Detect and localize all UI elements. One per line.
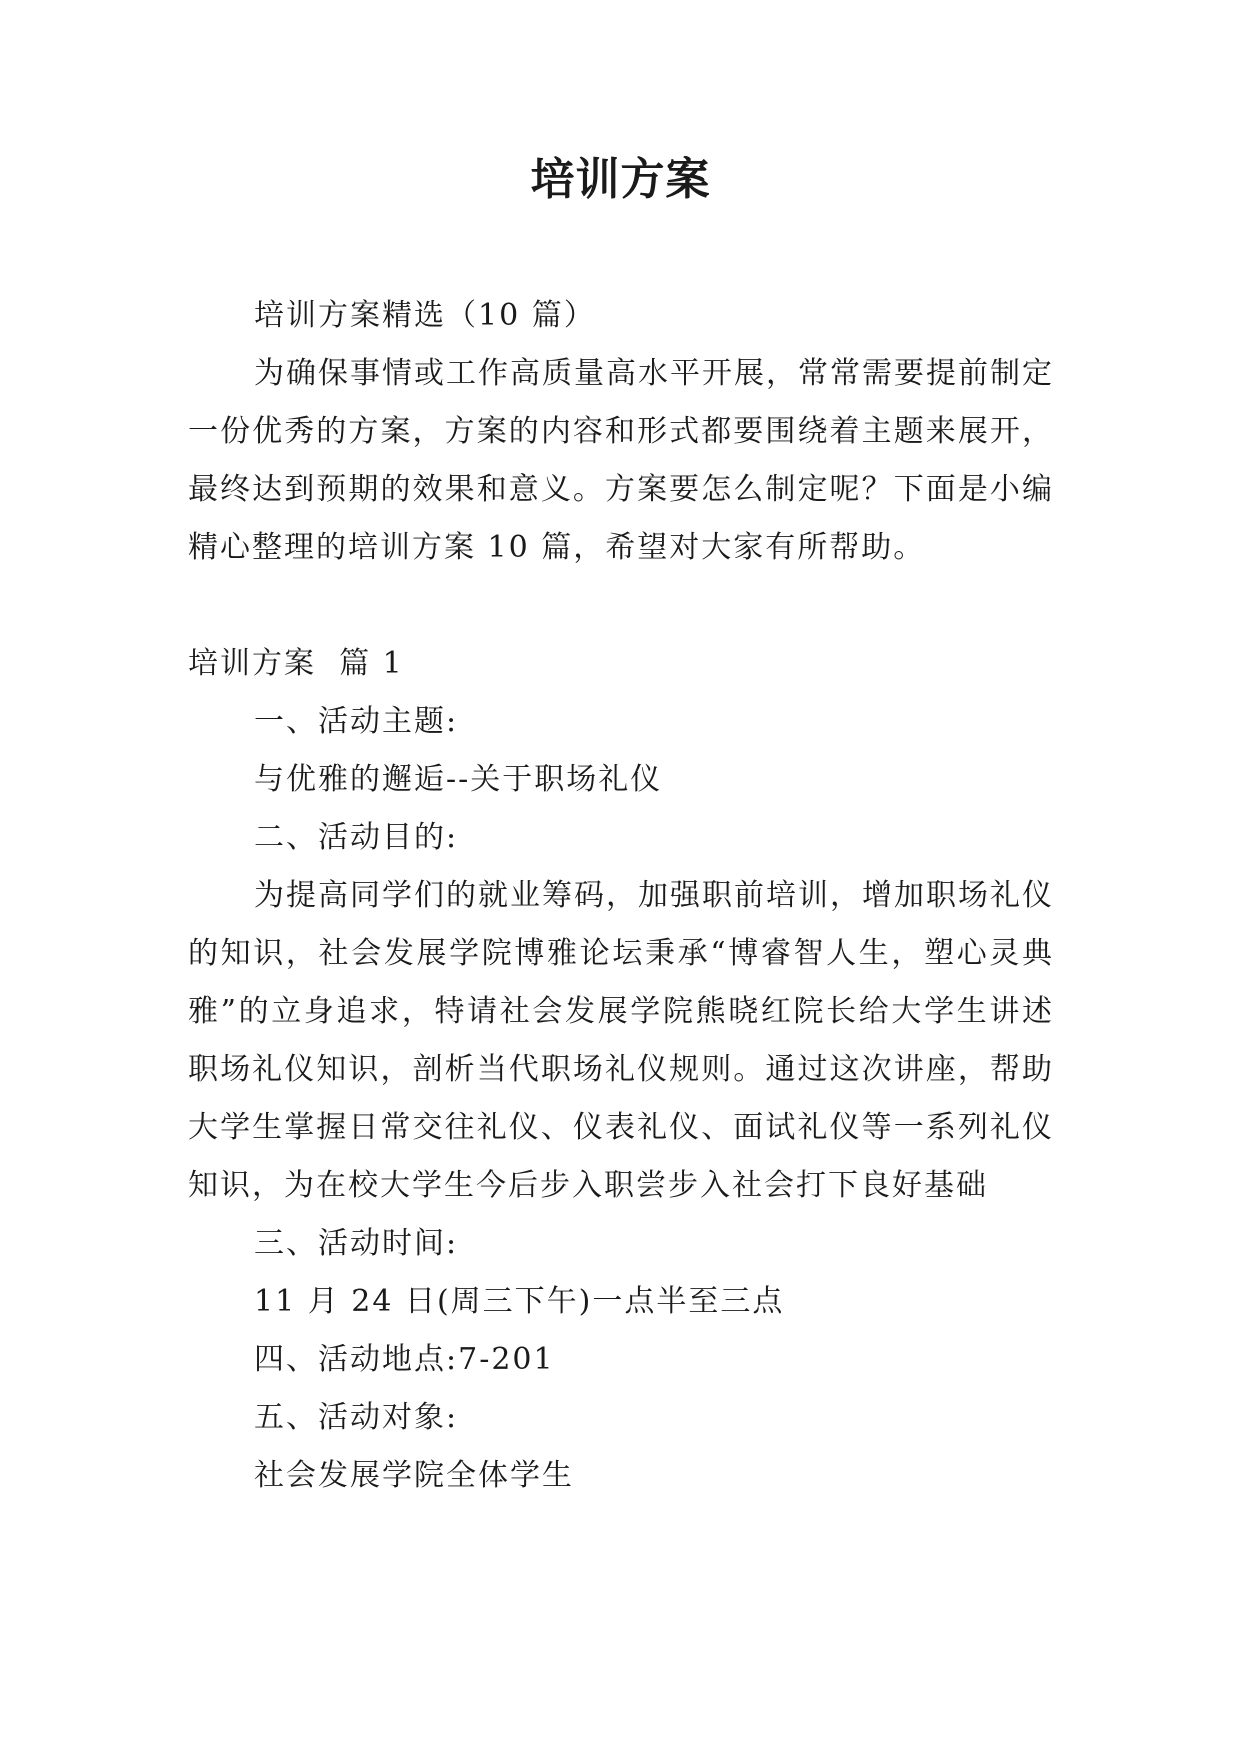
document-body: [188, 287, 1054, 1505]
activity-theme-heading: 一、活动主题:: [254, 704, 459, 739]
activity-purpose-text: 为提高同学们的就业筹码，加强职前培训，增加职场礼仪的知识，社会发展学院博雅论坛秉承“博睿智人生，塑心灵典雅”的立身追求，特请社会发展学院熊晓红院长给大学生讲述职场礼仪知识，剖析当代职场礼仪规则。通过这次讲座，帮助大学生掌握日常交往礼仪、仪表礼仪、面试礼仪等一系列礼仪知识，为在校大学生今后步入职尝步入社会打下良好基础: [188, 878, 1054, 1203]
activity-time-heading: 三、活动时间:: [254, 1226, 459, 1261]
activity-audience-heading: 五、活动对象:: [254, 1400, 459, 1435]
activity-purpose-heading: 二、活动目的:: [254, 820, 459, 855]
document-subtitle: 培训方案精选（10 篇）: [254, 298, 596, 333]
activity-audience-text: 社会发展学院全体学生: [254, 1458, 574, 1493]
activity-theme-text: 与优雅的邂逅--关于职场礼仪: [254, 762, 663, 797]
section-heading: 培训方案 篇 1: [188, 646, 404, 681]
activity-time-text: 11 月 24 日(周三下午)一点半至三点: [254, 1284, 785, 1319]
paragraph-gap: [188, 577, 1054, 635]
activity-location: 四、活动地点:7-201: [254, 1342, 555, 1377]
document-title: 培训方案: [530, 154, 711, 205]
intro-paragraph: 为确保事情或工作高质量高水平开展，常常需要提前制定一份优秀的方案，方案的内容和形式都要围绕着主题来展开，最终达到预期的效果和意义。方案要怎么制定呢？下面是小编精心整理的培训方案 10 篇，希望对大家有所帮助。: [188, 356, 1054, 565]
